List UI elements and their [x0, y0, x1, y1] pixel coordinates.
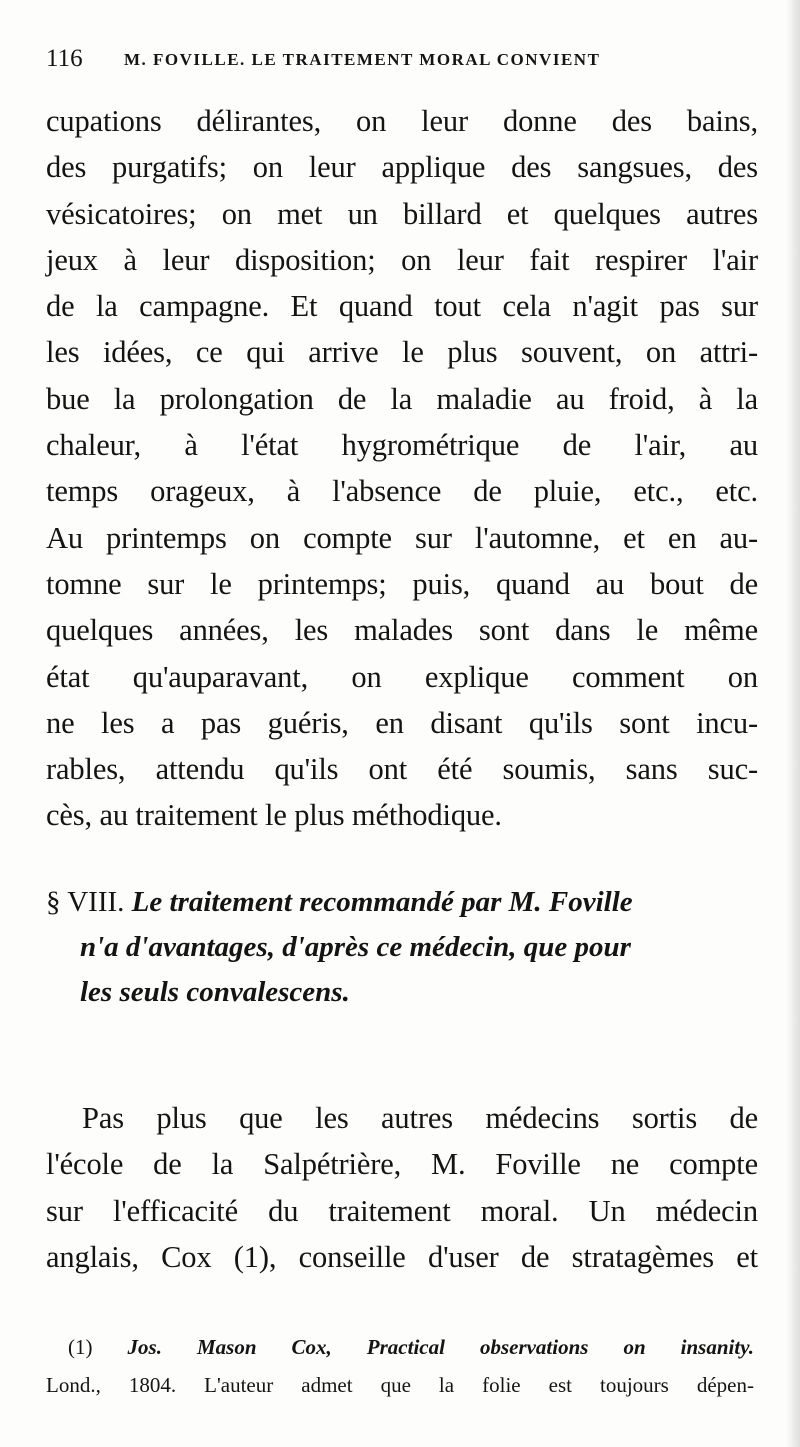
text-line: Pas plus que les autres médecins sortis de: [82, 1101, 758, 1135]
section-heading-line: les seuls convalescens.: [80, 976, 350, 1008]
text-line: ne les a pas guéris, en disant qu'ils sont incu-: [46, 705, 758, 740]
footnote: [46, 1328, 754, 1404]
page-edge-shadow: [786, 0, 800, 1447]
footnote-line: Lond., 1804. L'auteur admet que la folie est toujours dépen-: [46, 1373, 754, 1397]
running-head: M. FOVILLE. LE TRAITEMENT MORAL CONVIENT: [124, 50, 601, 69]
text-line: quelques années, les malades sont dans le même: [46, 613, 758, 648]
section-heading-line: [46, 880, 758, 925]
text-line: des purgatifs; on leur applique des sangsues, des: [46, 150, 758, 185]
text-line: Au printemps on compte sur l'automne, et en au-: [46, 520, 758, 555]
page-header: [38, 42, 758, 82]
text-line: bue la prolongation de la maladie au froid, à la: [46, 381, 758, 416]
text-line: cès, au traitement le plus méthodique.: [46, 798, 502, 833]
text-line: jeux à leur disposition; on leur fait respirer l'air: [46, 242, 758, 277]
section-mark: § VIII.: [46, 886, 125, 918]
paragraph-2: [46, 1095, 758, 1280]
text-line: tomne sur le printemps; puis, quand au bout de: [46, 566, 758, 601]
page-number: 116: [46, 45, 83, 72]
text-line: les idées, ce qui arrive le plus souvent, on attri-: [46, 335, 758, 370]
paragraph-1: [46, 98, 758, 839]
text-line: temps orageux, à l'absence de pluie, etc., etc.: [46, 474, 758, 509]
text-line: sur l'efficacité du traitement moral. Un médecin: [46, 1193, 758, 1228]
section-title-part: Le traitement recommandé par M. Foville: [131, 886, 633, 918]
footnote-rule: [46, 1318, 166, 1319]
text-line: de la campagne. Et quand tout cela n'agit pas sur: [46, 289, 758, 324]
text-line: cupations délirantes, on leur donne des bains,: [46, 104, 758, 138]
section-heading-line: n'a d'avantages, d'après ce médecin, que pour: [80, 931, 631, 963]
footnote-citation: Jos. Mason Cox, Practical observations on insanity.: [127, 1335, 754, 1359]
text-line: chaleur, à l'état hygrométrique de l'air, au: [46, 428, 758, 463]
text-line: l'école de la Salpétrière, M. Foville ne compte: [46, 1147, 758, 1182]
section-heading: [46, 880, 758, 1015]
footnote-marker: (1): [68, 1335, 93, 1359]
text-line: état qu'auparavant, on explique comment on: [46, 659, 758, 694]
text-line: anglais, Cox (1), conseille d'user de stratagèmes et: [46, 1239, 758, 1274]
text-line: rables, attendu qu'ils ont été soumis, sans suc-: [46, 752, 758, 787]
footnote-line: [46, 1328, 754, 1366]
text-line: vésicatoires; on met un billard et quelques autres: [46, 196, 758, 231]
